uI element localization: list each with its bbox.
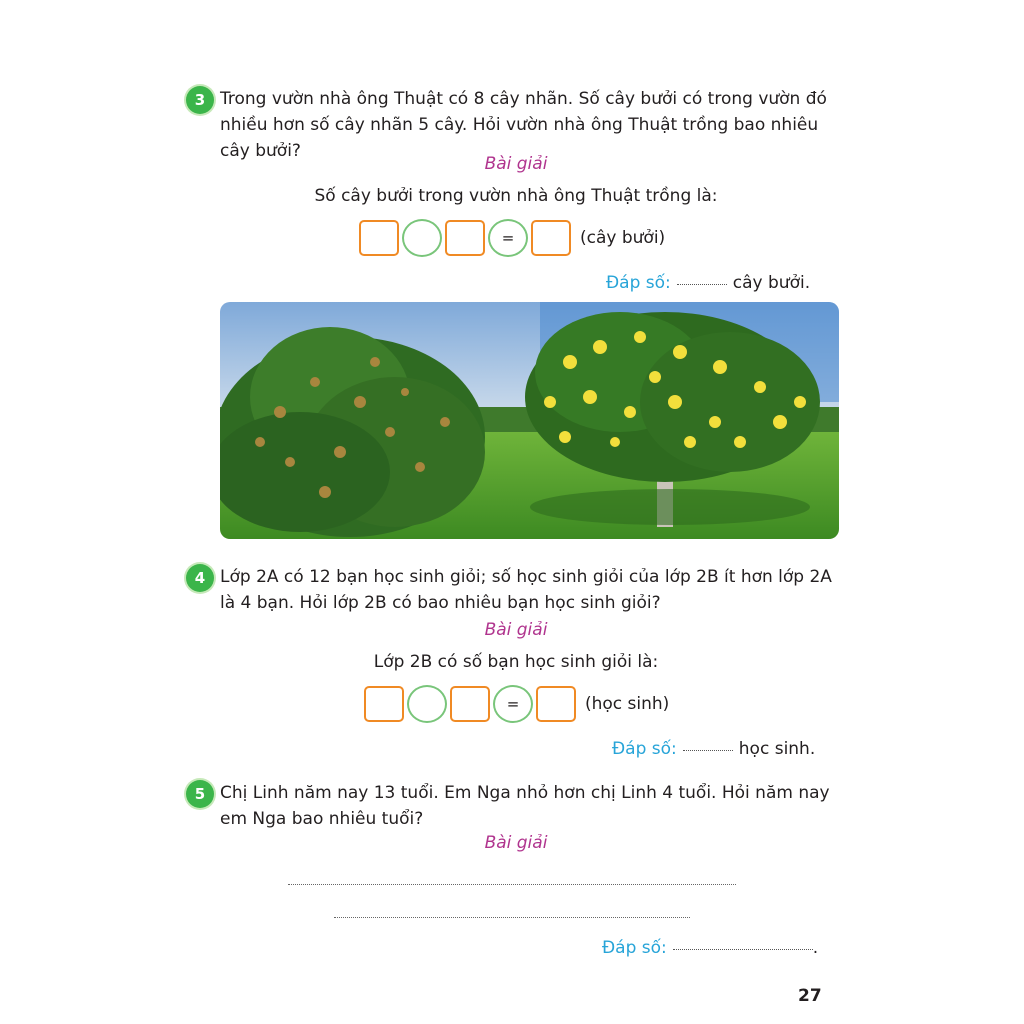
answer-line bbox=[602, 938, 818, 958]
problem-number-badge: 5 bbox=[186, 780, 214, 808]
solution-sentence: Số cây bưởi trong vườn nhà ông Thuật trồng là: bbox=[314, 186, 718, 206]
equals-sign: = bbox=[493, 685, 533, 723]
result-input-box[interactable] bbox=[531, 220, 571, 256]
problem-5 bbox=[186, 780, 846, 970]
equation-unit: (cây bưởi) bbox=[580, 228, 666, 248]
answer-label: Đáp số: bbox=[606, 273, 671, 293]
answer-line bbox=[606, 273, 810, 293]
problem-3 bbox=[186, 86, 846, 296]
operator-input-circle[interactable] bbox=[402, 219, 442, 257]
number-input-box[interactable] bbox=[445, 220, 485, 256]
operator-input-circle[interactable] bbox=[407, 685, 447, 723]
number-input-box[interactable] bbox=[359, 220, 399, 256]
equation-unit: (học sinh) bbox=[585, 694, 670, 714]
solution-sentence: Lớp 2B có số bạn học sinh giỏi là: bbox=[373, 652, 659, 672]
number-input-box[interactable] bbox=[364, 686, 404, 722]
answer-writing-line[interactable] bbox=[334, 917, 690, 918]
problem-text: Lớp 2A có 12 bạn học sinh giỏi; số học sinh giỏi của lớp 2B ít hơn lớp 2A là 4 bạn. Hỏi lớp 2B có bao nhiêu bạn học sinh giỏi? bbox=[220, 567, 832, 613]
answer-unit: học sinh. bbox=[738, 739, 816, 759]
answer-label: Đáp số: bbox=[612, 739, 677, 759]
solution-title: Bài giải bbox=[484, 833, 548, 853]
problem-4 bbox=[186, 564, 846, 764]
answer-end: . bbox=[812, 938, 819, 958]
answer-line bbox=[612, 739, 815, 759]
problem-number-badge: 4 bbox=[186, 564, 214, 592]
answer-blank[interactable] bbox=[673, 949, 813, 950]
solution-title: Bài giải bbox=[484, 154, 548, 174]
number-input-box[interactable] bbox=[450, 686, 490, 722]
equation-row bbox=[364, 685, 669, 723]
page-number: 27 bbox=[798, 986, 822, 1006]
equation-row bbox=[359, 219, 665, 257]
answer-writing-line[interactable] bbox=[288, 884, 736, 885]
problem-text: Chị Linh năm nay 13 tuổi. Em Nga nhỏ hơn chị Linh 4 tuổi. Hỏi năm nay em Nga bao nhiêu tuổi? bbox=[220, 783, 830, 829]
equals-sign: = bbox=[488, 219, 528, 257]
problem-number-badge: 3 bbox=[186, 86, 214, 114]
answer-unit: cây bưởi. bbox=[732, 273, 811, 293]
answer-label: Đáp số: bbox=[602, 938, 667, 958]
orchard-photo bbox=[220, 302, 839, 539]
problem-text: Trong vườn nhà ông Thuật có 8 cây nhãn. Số cây bưởi có trong vườn đó nhiều hơn số cây nhãn 5 cây. Hỏi vườn nhà ông Thuật trồng bao nhiêu cây bưởi? bbox=[220, 89, 827, 161]
answer-blank[interactable] bbox=[683, 750, 733, 751]
result-input-box[interactable] bbox=[536, 686, 576, 722]
answer-blank[interactable] bbox=[677, 284, 727, 285]
solution-title: Bài giải bbox=[484, 620, 548, 640]
